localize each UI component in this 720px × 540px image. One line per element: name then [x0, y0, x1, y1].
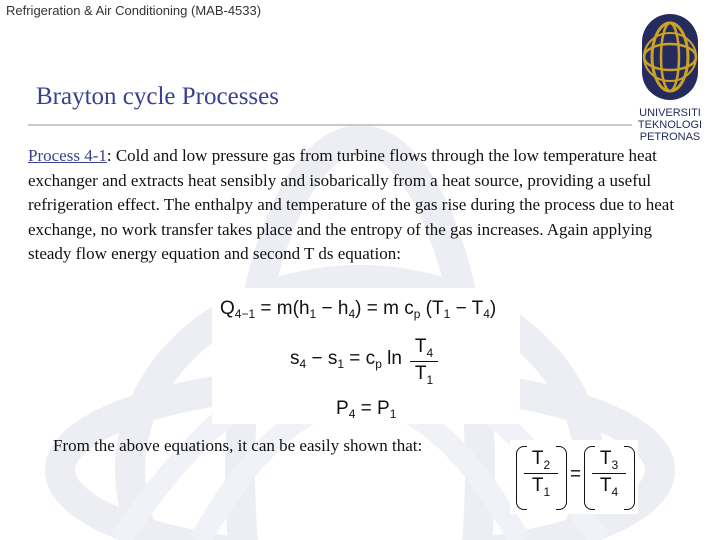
left-paren-close	[556, 446, 567, 510]
utp-emblem-icon	[628, 8, 712, 142]
process-body: : Cold and low pressure gas from turbine flows through the low temperature heat exchanger and extracts heat sensibly and isobarically from a heat source, providing a useful refrigeration effect. The enthalpy and temperature of the gas rise during the process due to heat exchange, no work transfer takes place and the entropy of the gas increases. Again applying steady flow energy equation and second T ds equation:	[28, 146, 675, 263]
equation-block	[212, 288, 520, 424]
ratio-fraction-left: $T_2$ $T_1$	[524, 448, 558, 499]
heat-equation: $Q_{4-1} = m(h_1 - h_4) = m$ $c_p$ $(T_1 - T_4)$	[220, 298, 497, 321]
ratio-fraction-right: $T_3$ $T_4$	[592, 448, 626, 499]
entropy-equation: $s_4 - s_1 = c_p$ ln	[290, 348, 402, 371]
pressure-equation: $P_4 = P_1$	[336, 398, 397, 421]
slide-title: Brayton cycle Processes	[36, 83, 279, 110]
logo-line-1: UNIVERSITI	[639, 107, 701, 119]
course-title: Refrigeration & Air Conditioning (MAB-4533)	[6, 3, 262, 18]
entropy-fraction: $T_4$ $T_1$	[410, 336, 438, 387]
title-divider	[28, 124, 632, 126]
conclusion-text: From the above equations, it can be easily shown that:	[53, 436, 423, 455]
right-paren-close	[624, 446, 635, 510]
logo-line-3: PETRONAS	[639, 131, 701, 142]
process-description	[28, 144, 684, 267]
university-logo	[628, 8, 712, 142]
process-label-link[interactable]: Process 4-1	[28, 146, 107, 165]
equals-sign: =	[570, 464, 582, 485]
logo-line-2: TEKNOLOGI	[637, 119, 703, 131]
temperature-ratio-equation	[510, 440, 638, 514]
